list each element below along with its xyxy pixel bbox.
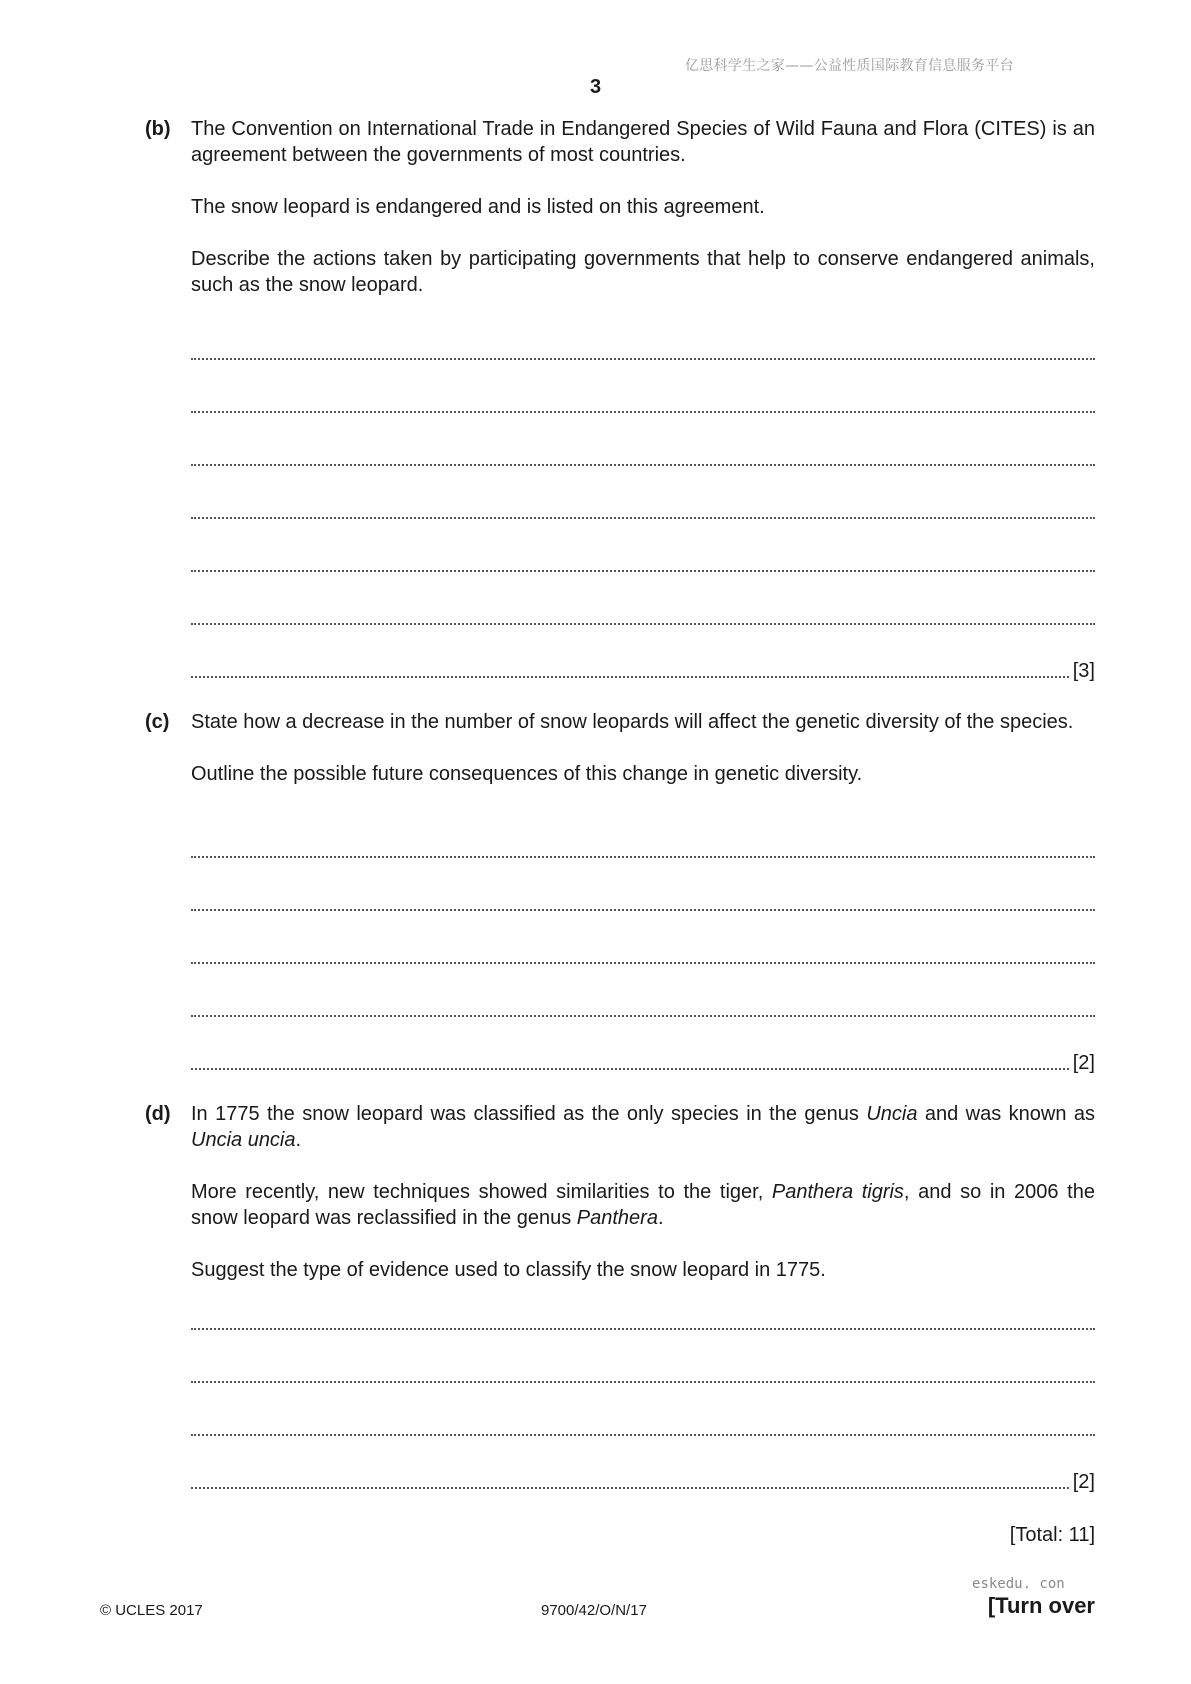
turn-over-label: [Turn over (987, 1593, 1095, 1618)
answer-line-b-7[interactable] (191, 658, 1095, 684)
answer-line-d-3[interactable] (191, 1416, 1095, 1442)
part-b-label: (b) (145, 118, 171, 140)
part-c-mark: [2] (1072, 1052, 1095, 1074)
answer-line-b-6[interactable] (191, 605, 1095, 631)
part-c-paragraph-1: State how a decrease in the number of snow leopards will affect the genetic diversity of the species. (191, 711, 1074, 733)
footer-copyright: © UCLES 2017 (100, 1602, 203, 1619)
answer-line-b-3[interactable] (191, 446, 1095, 472)
question-part-d (145, 1101, 1095, 1283)
answer-line-b-1[interactable] (191, 340, 1095, 366)
answer-line-c-4[interactable] (191, 997, 1095, 1023)
species-uncia-uncia: Uncia uncia (191, 1129, 296, 1151)
part-d-mark: [2] (1072, 1471, 1095, 1493)
part-b-mark: [3] (1072, 660, 1095, 682)
part-d-paragraph-1: In 1775 the snow leopard was classified as the only species in the genus Uncia and was known as Uncia uncia. (191, 1103, 1095, 1151)
page-number: 3 (589, 76, 602, 98)
answer-line-d-1[interactable] (191, 1310, 1095, 1336)
answer-line-b-4[interactable] (191, 499, 1095, 525)
answer-line-d-4[interactable] (191, 1469, 1095, 1495)
question-part-c (145, 709, 1095, 787)
species-panthera-tigris: Panthera tigris (771, 1181, 904, 1203)
footer-paper-code: 9700/42/O/N/17 (541, 1602, 647, 1619)
genus-uncia: Uncia (866, 1103, 918, 1125)
header-watermark: 亿思科学生之家——公益性质国际教育信息服务平台 (685, 58, 1014, 74)
genus-panthera: Panthera (576, 1207, 658, 1229)
answer-line-c-5[interactable] (191, 1050, 1095, 1076)
part-c-label: (c) (145, 711, 170, 733)
footer-watermark: eskedu. con (972, 1576, 1065, 1592)
part-b-paragraph-3: Describe the actions taken by participating governments that help to conserve endangered animals, such as the snow leopard. (191, 248, 1095, 296)
answer-line-d-2[interactable] (191, 1363, 1095, 1389)
part-c-paragraph-2: Outline the possible future consequences of this change in genetic diversity. (191, 763, 863, 785)
answer-line-c-3[interactable] (191, 944, 1095, 970)
question-part-b (145, 116, 1095, 298)
question-total: [Total: 11] (1009, 1524, 1095, 1546)
part-d-paragraph-3: Suggest the type of evidence used to classify the snow leopard in 1775. (191, 1259, 826, 1281)
answer-line-b-2[interactable] (191, 393, 1095, 419)
part-b-paragraph-2: The snow leopard is endangered and is listed on this agreement. (191, 196, 765, 218)
part-d-label: (d) (145, 1103, 171, 1125)
answer-line-c-2[interactable] (191, 891, 1095, 917)
part-d-paragraph-2: More recently, new techniques showed similarities to the tiger, Panthera tigris, and so in 2006 the snow leopard was reclassified in the genus Panthera. (191, 1181, 1095, 1229)
part-b-paragraph-1: The Convention on International Trade in Endangered Species of Wild Fauna and Flora (CITES) is an agreement between the governments of most countries. (191, 118, 1095, 166)
answer-line-c-1[interactable] (191, 838, 1095, 864)
answer-line-b-5[interactable] (191, 552, 1095, 578)
